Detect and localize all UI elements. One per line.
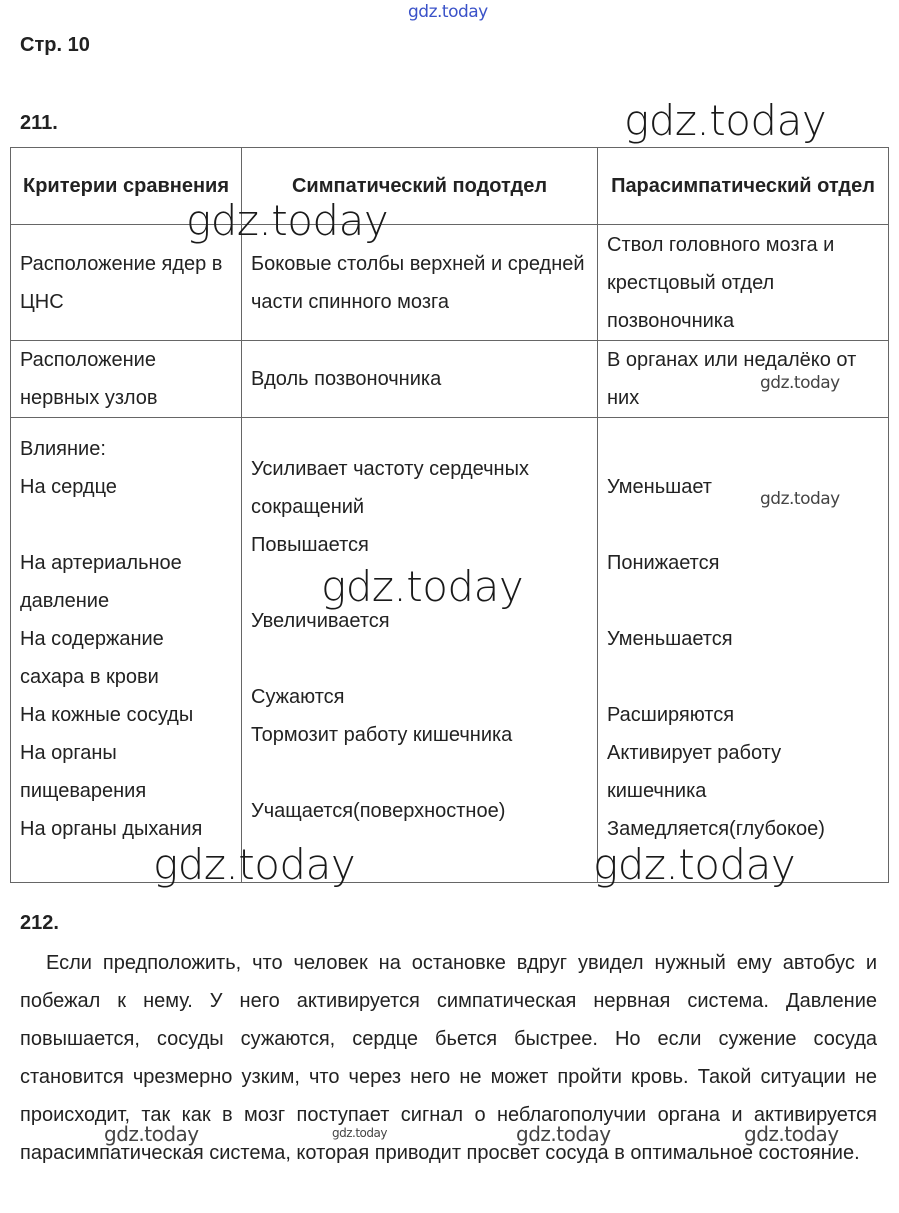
parasympathetic-line: Замедляется(глубокое) (607, 818, 825, 840)
watermark: gdz.today (321, 562, 524, 611)
influence-line: На органы (20, 742, 117, 764)
watermark: gdz.today (760, 489, 840, 509)
header-criteria: Критерии сравнения (11, 148, 242, 225)
page-label: Стр. 10 (20, 34, 90, 56)
row1-parasympathetic: Ствол головного мозга и крестцовый отдел позвоночника (598, 225, 889, 341)
parasympathetic-line: Понижается (607, 552, 720, 574)
sympathetic-line: Тормозит работу кишечника (251, 724, 513, 746)
watermark: gdz.today (186, 196, 389, 245)
row2-parasympathetic: В органах или недалёко от них (598, 341, 889, 418)
row2-criterion: Расположение нервных узлов (11, 341, 242, 418)
watermark: gdz.today (624, 96, 827, 145)
influence-line: давление (20, 590, 110, 612)
sympathetic-line: Усиливает частоту сердечных (251, 458, 529, 480)
sympathetic-line: Повышается (251, 534, 369, 556)
table-header-row (11, 148, 889, 225)
row3-parasympathetic (598, 418, 889, 883)
header-sympathetic: Симпатический подотдел (242, 148, 598, 225)
sympathetic-line: Сужаются (251, 686, 345, 708)
influence-line: пищеварения (20, 780, 147, 802)
parasympathetic-line: кишечника (607, 780, 707, 802)
row1-criterion: Расположение ядер в ЦНС (11, 225, 242, 341)
parasympathetic-line: Активирует работу (607, 742, 782, 764)
table-row (11, 341, 889, 418)
influence-line: На артериальное (20, 552, 182, 574)
task-211-number: 211. (20, 112, 58, 134)
influence-line: На сердце (20, 476, 117, 498)
parasympathetic-line: Уменьшается (607, 628, 733, 650)
parasympathetic-line: Расширяются (607, 704, 735, 726)
influence-line: На содержание (20, 628, 164, 650)
comparison-table (10, 147, 889, 883)
sympathetic-line: сокращений (251, 496, 365, 518)
task-212-text: Если предположить, что человек на остановке вдруг увидел нужный ему автобус и побежал к нему. У него активируется симпатическая нервная система. Давление повышается, сосуды сужаются, сердце бьется быстрее. Но если сужение сосуда становится чрезмерно узким, что через него не может пройти кровь. Такой ситуации не происходит, так как в мозг поступает сигнал о неблагополучии органа и активируется парасимпатическая система, которая приводит просвет сосуда в оптимальное состояние. (20, 952, 877, 1164)
table-row (11, 418, 889, 883)
watermark: gdz.today (516, 1122, 611, 1146)
row2-sympathetic: Вдоль позвоночника (242, 341, 598, 418)
influence-line: На органы дыхания (20, 818, 203, 840)
influence-line: сахара в крови (20, 666, 159, 688)
row1-sympathetic: Боковые столбы верхней и средней части спинного мозга (242, 225, 598, 341)
row3-criterion (11, 418, 242, 883)
watermark-top: gdz.today (408, 2, 488, 22)
influence-line: На кожные сосуды (20, 704, 194, 726)
watermark: gdz.today (593, 840, 796, 889)
parasympathetic-line: Уменьшает (607, 476, 712, 498)
sympathetic-line: Увеличивается (251, 610, 390, 632)
influence-line: Влияние: (20, 438, 106, 460)
table-row (11, 225, 889, 341)
watermark: gdz.today (760, 373, 840, 393)
sympathetic-line: Учащается(поверхностное) (251, 800, 506, 822)
header-parasympathetic: Парасимпатический отдел (598, 148, 889, 225)
row3-sympathetic (242, 418, 598, 883)
watermark: gdz.today (744, 1122, 839, 1146)
watermark: gdz.today (153, 840, 356, 889)
watermark: gdz.today (332, 1126, 387, 1140)
task-212-number: 212. (20, 912, 59, 934)
watermark: gdz.today (104, 1122, 199, 1146)
